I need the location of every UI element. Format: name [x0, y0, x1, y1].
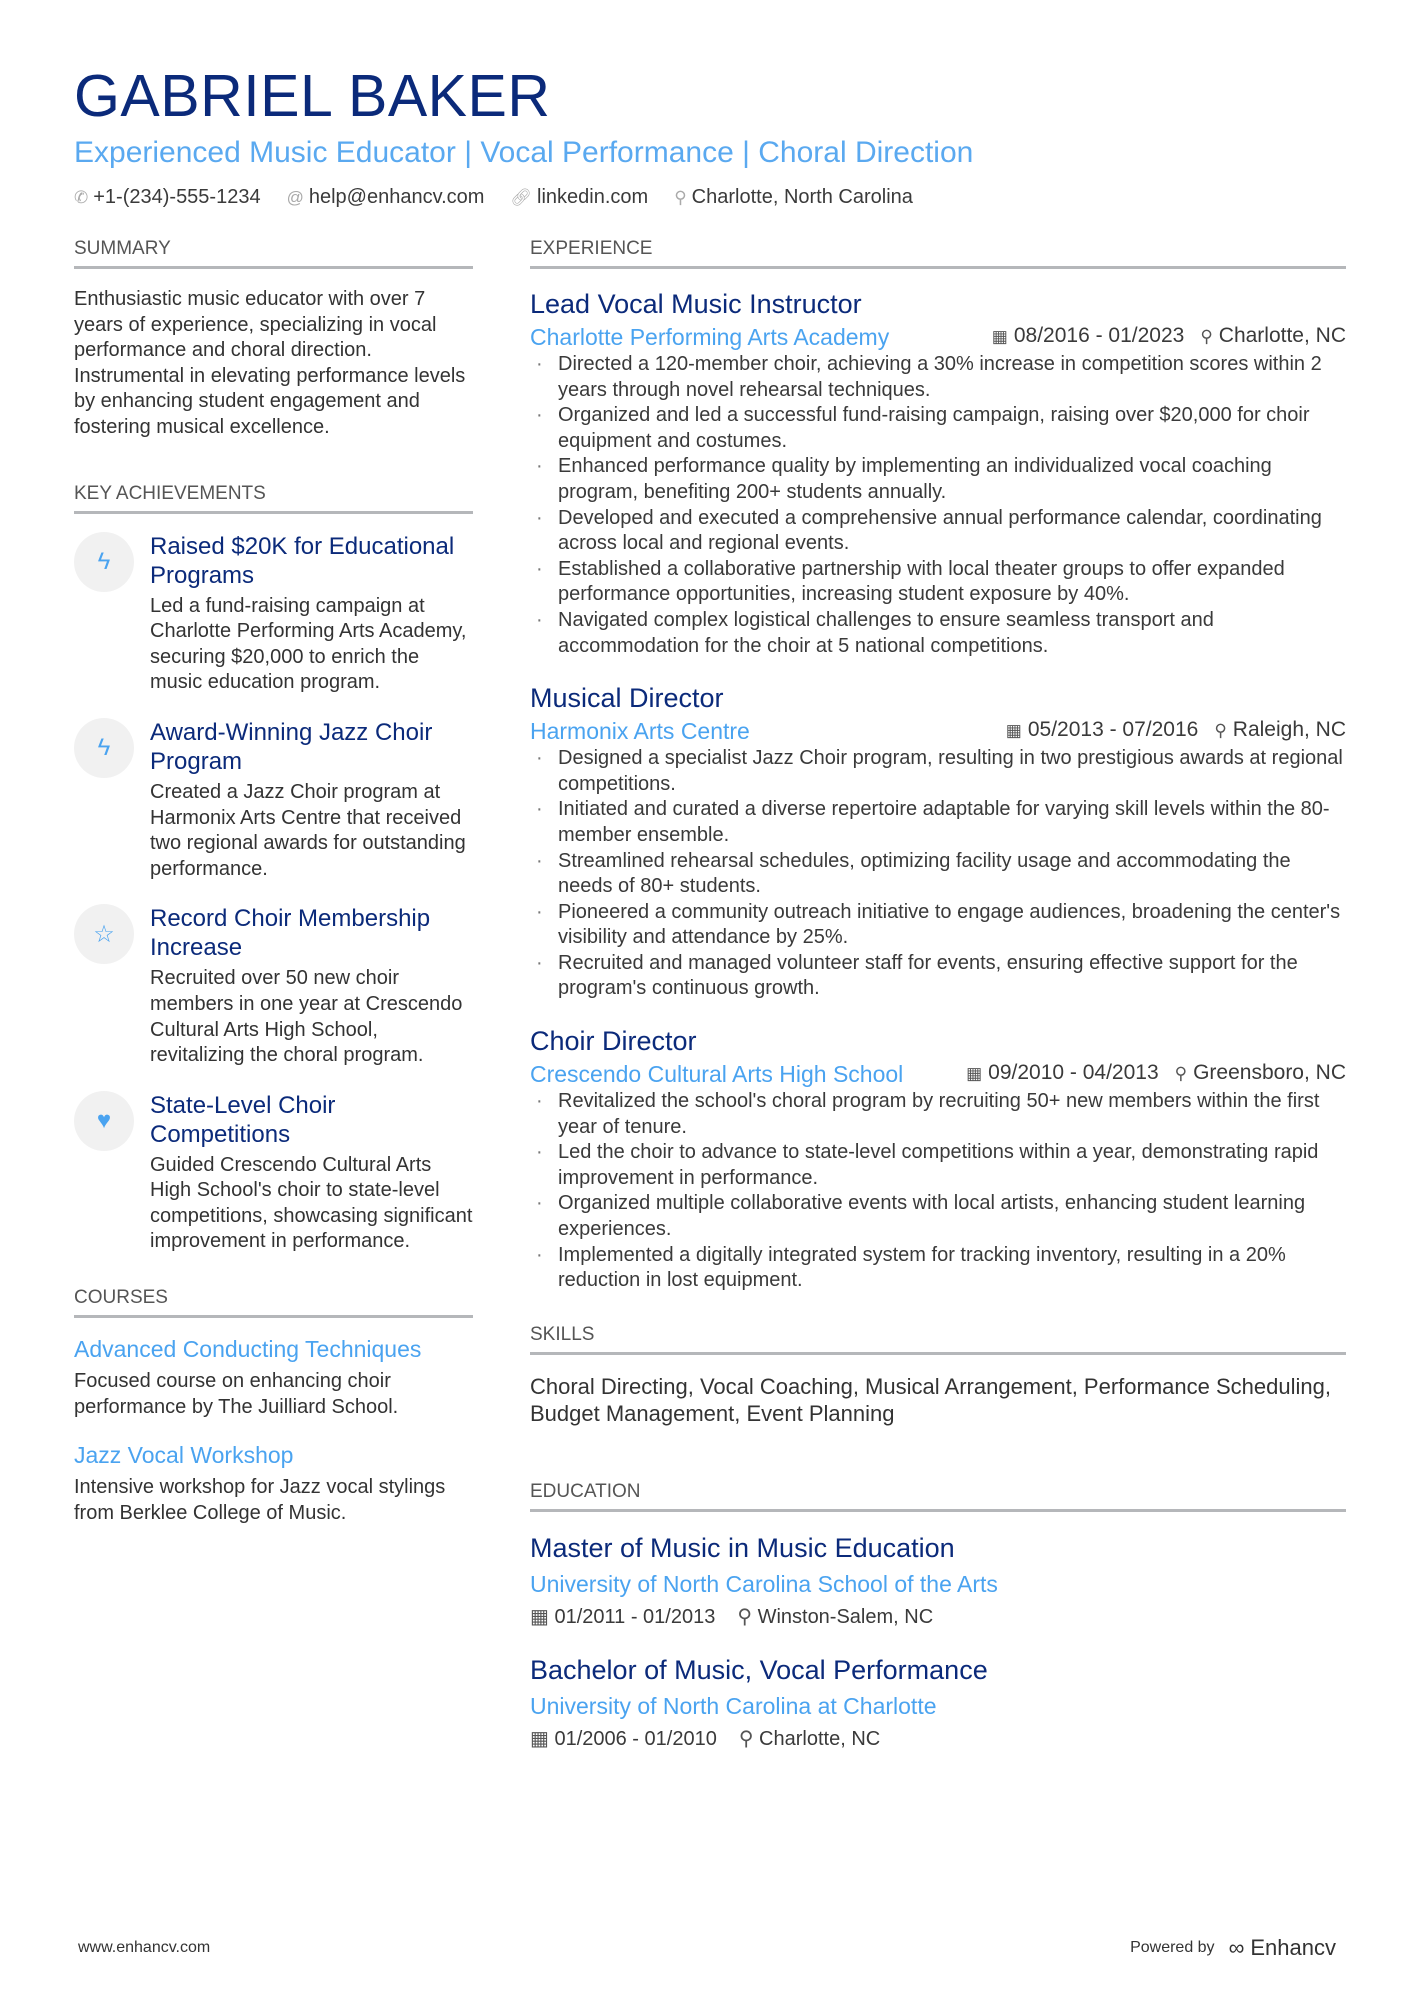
achievement-item: [74, 904, 473, 1068]
infinity-icon: ∞: [1228, 1935, 1245, 1960]
bullet-item: · Developed and executed a comprehensive annual performance calendar, coordinating across local and regional events.: [530, 506, 1346, 557]
job-entry: [530, 287, 1346, 659]
bullet-item: · Established a collaborative partnership with local theater groups to offer expanded performance opportunities, increasing student exposure by 40%.: [530, 557, 1346, 608]
phone: +1-(234)-555-1234: [93, 186, 261, 208]
link-icon: 🔗︎: [510, 188, 533, 207]
job-location: Charlotte, NC: [1218, 324, 1346, 347]
edu-location: Winston-Salem, NC: [757, 1605, 934, 1628]
section-heading: EXPERIENCE: [530, 238, 1346, 269]
degree: Master of Music in Music Education: [530, 1532, 955, 1563]
skills-text: Choral Directing, Vocal Coaching, Musical Arrangement, Performance Scheduling, Budget Management, Event Planning: [530, 1373, 1331, 1426]
school: University of North Carolina School of the Arts: [530, 1570, 998, 1597]
education-entry: [530, 1530, 1346, 1632]
headline: Experienced Music Educator | Vocal Performance | Choral Direction: [74, 136, 974, 169]
section-heading: COURSES: [74, 1287, 473, 1318]
location-icon: ⚲: [1200, 327, 1213, 346]
dates: 08/2016 - 01/2023: [1013, 324, 1185, 347]
dates: 05/2013 - 07/2016: [1027, 718, 1199, 742]
bolt-icon: ϟ: [74, 532, 134, 592]
calendar-icon: ▦: [530, 1727, 555, 1750]
company: Crescendo Cultural Arts High School: [530, 1060, 904, 1087]
phone-icon: ✆: [74, 188, 89, 207]
bullet-item: · Recruited and managed volunteer staff for events, ensuring effective support for the program's continuous growth.: [530, 951, 1346, 1002]
degree: Bachelor of Music, Vocal Performance: [530, 1654, 988, 1685]
heart-icon: ♥: [74, 1091, 134, 1151]
achievement-text: Recruited over 50 new choir members in one year at Crescendo Cultural Arts High School, revitalizing the choral program.: [150, 967, 463, 1067]
school: University of North Carolina at Charlotte: [530, 1692, 937, 1719]
bolt-icon: ϟ: [74, 718, 134, 778]
bullet-item: · Streamlined rehearsal schedules, optimizing facility usage and accommodating the needs of 80+ students.: [530, 849, 1346, 900]
achievement-title: Record Choir Membership Increase: [150, 905, 431, 962]
course-title: Advanced Conducting Techniques: [74, 1336, 422, 1363]
bullet-item: · Initiated and curated a diverse repertoire adaptable for varying skill levels within the 80-member ensemble.: [530, 797, 1346, 848]
location-icon: ⚲: [674, 188, 687, 207]
achievement-text: Created a Jazz Choir program at Harmonix Arts Centre that received two regional awards for outstanding performance.: [150, 780, 466, 880]
course-title: Jazz Vocal Workshop: [74, 1442, 294, 1469]
education-entry: [530, 1652, 1346, 1754]
edu-location: Charlotte, NC: [759, 1727, 881, 1750]
company: Harmonix Arts Centre: [530, 717, 750, 744]
education-list: [530, 1530, 1346, 1754]
location-icon: ⚲: [738, 1727, 760, 1750]
bullet-item: · Led the choir to advance to state-level competitions within a year, demonstrating rapid improvement in performance.: [530, 1140, 1346, 1191]
achievement-title: State-Level Choir Competitions: [150, 1091, 336, 1148]
summary-text: Enthusiastic music educator with over 7 years of experience, specializing in vocal performance and choral direction. Instrumental in elevating performance levels by enhancing student engagement and fostering musical excellence.: [74, 288, 466, 438]
powered-by: Powered by: [1130, 1939, 1215, 1956]
contact-info: [74, 186, 1344, 209]
left-column: [74, 238, 473, 1526]
location-icon: ⚲: [1214, 721, 1227, 741]
section-heading: KEY ACHIEVEMENTS: [74, 483, 473, 514]
bullet-list: [530, 746, 1346, 1002]
linkedin[interactable]: linkedin.com: [537, 186, 649, 208]
section-heading: SUMMARY: [74, 238, 473, 269]
achievement-item: [74, 1091, 473, 1255]
achievement-item: [74, 718, 473, 882]
location-icon: ⚲: [737, 1605, 758, 1628]
dates: 01/2006 - 01/2010: [554, 1727, 717, 1750]
at-icon: @: [286, 188, 304, 207]
calendar-icon: ▦: [966, 1064, 983, 1084]
bullet-list: [530, 352, 1346, 659]
achievement-text: Guided Crescendo Cultural Arts High School's choir to state-level competitions, showcasing significant improvement in performance.: [150, 1153, 473, 1253]
bullet-item: · Pioneered a community outreach initiative to engage audiences, broadening the center's visibility and attendance by 25%.: [530, 900, 1346, 951]
job-location: Greensboro, NC: [1193, 1061, 1346, 1085]
course-text: Intensive workshop for Jazz vocal stylings from Berklee College of Music.: [74, 1476, 446, 1524]
job-title: Choir Director: [530, 1026, 697, 1057]
bullet-item: · Directed a 120-member choir, achieving a 30% increase in competition scores within 2 years through novel rehearsal techniques.: [530, 352, 1346, 403]
calendar-icon: ▦: [530, 1605, 555, 1628]
dates: 09/2010 - 04/2013: [988, 1061, 1159, 1085]
bullet-item: · Organized and led a successful fund-raising campaign, raising over $20,000 for choir equipment and costumes.: [530, 403, 1346, 454]
candidate-name: GABRIEL BAKER: [74, 63, 551, 129]
bullet-list: [530, 1089, 1346, 1294]
bullet-item: · Organized multiple collaborative events with local artists, enhancing student learning experiences.: [530, 1191, 1346, 1242]
achievement-title: Raised $20K for Educational Programs: [150, 532, 455, 589]
star-icon: ☆: [74, 904, 134, 964]
experience-list: [530, 287, 1346, 1294]
achievements-list: [74, 532, 473, 1256]
section-heading: EDUCATION: [530, 1481, 1346, 1512]
job-entry: [530, 1024, 1346, 1294]
location-icon: ⚲: [1174, 1064, 1188, 1084]
bullet-item: · Designed a specialist Jazz Choir program, resulting in two prestigious awards at regional competitions.: [530, 746, 1346, 797]
enhancv-logo: ∞ Enhancv: [1228, 1935, 1336, 1960]
calendar-icon: ▦: [1005, 721, 1022, 741]
job-location: Raleigh, NC: [1232, 718, 1346, 742]
footer-url[interactable]: www.enhancv.com: [78, 1939, 211, 1956]
bullet-item: · Revitalized the school's choral program by recruiting 50+ new members within the first year of tenure.: [530, 1089, 1346, 1140]
job-entry: [530, 681, 1346, 1002]
bullet-item: · Navigated complex logistical challenges to ensure seamless transport and accommodation for the choir at 5 national competitions.: [530, 608, 1346, 659]
bullet-item: · Enhanced performance quality by implementing an individualized vocal coaching program, benefiting 200+ students annually.: [530, 454, 1346, 505]
achievement-item: [74, 532, 473, 696]
bullet-item: · Implemented a digitally integrated system for tracking inventory, resulting in a 20% reduction in lost equipment.: [530, 1243, 1346, 1294]
course-text: Focused course on enhancing choir performance by The Juilliard School.: [74, 1370, 399, 1418]
job-title: Musical Director: [530, 683, 724, 714]
achievement-title: Award-Winning Jazz Choir Program: [150, 718, 433, 775]
dates: 01/2011 - 01/2013: [554, 1605, 716, 1628]
company: Charlotte Performing Arts Academy: [530, 323, 890, 350]
section-heading: SKILLS: [530, 1324, 1346, 1355]
achievement-text: Led a fund-raising campaign at Charlotte Performing Arts Academy, securing $20,000 to enrich the music education program.: [150, 594, 467, 694]
course-item: [74, 1442, 473, 1526]
location: Charlotte, North Carolina: [691, 186, 913, 208]
header: [74, 62, 1344, 209]
footer: [78, 1935, 1336, 1961]
course-item: [74, 1336, 473, 1420]
email[interactable]: help@enhancv.com: [308, 186, 485, 208]
calendar-icon: ▦: [991, 327, 1008, 346]
right-column: [530, 238, 1346, 1774]
job-title: Lead Vocal Music Instructor: [530, 289, 862, 319]
